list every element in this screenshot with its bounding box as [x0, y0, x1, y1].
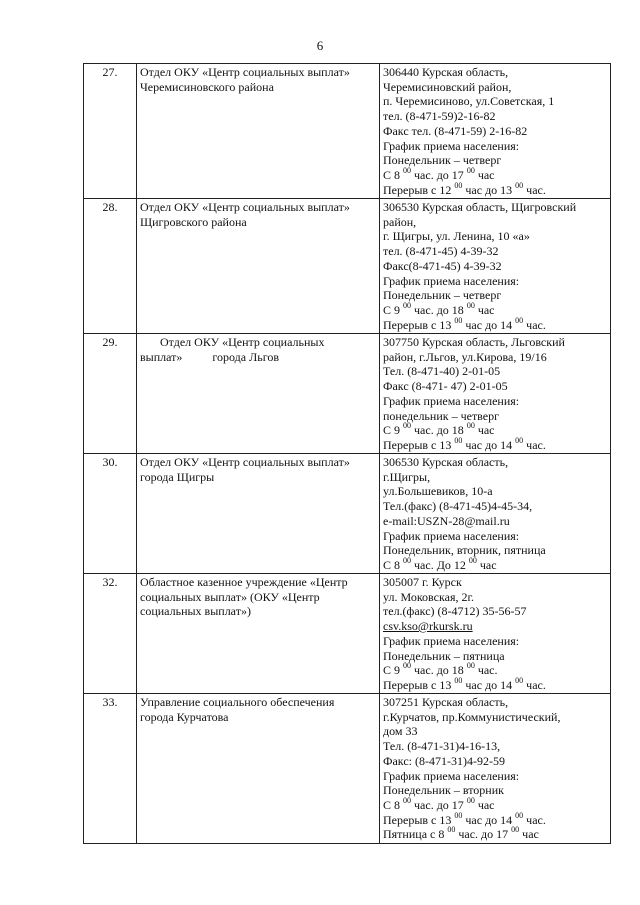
- email-link[interactable]: csv.kso@rkursk.ru: [383, 619, 473, 634]
- schedule-line: Пятница с 8 $^{00}$ час. до 17 $^{00}$ час: [383, 825, 539, 842]
- row-number: 30.: [84, 454, 137, 574]
- contact-line: ул.Большевиков, 10-а: [383, 484, 493, 499]
- office-name: Отдел ОКУ «Центр социальных выплат» города Щигры: [137, 454, 380, 574]
- office-contacts: [380, 454, 611, 574]
- contact-line: e-mail:USZN-28@mail.ru: [383, 513, 510, 528]
- contact-line: п. Черемисиново, ул.Советская, 1: [383, 94, 555, 109]
- contact-line: Понедельник – четверг: [383, 288, 502, 303]
- contact-line: График приема населения:: [383, 138, 520, 153]
- contact-line: г. Щигры, ул. Ленина, 10 «а»: [383, 229, 530, 244]
- contact-line: г.Щигры,: [383, 469, 431, 484]
- contact-line: 307251 Курская область,: [383, 695, 509, 709]
- office-name: Отдел ОКУ «Центр социальных выплат» Черемисиновского района: [137, 64, 380, 199]
- schedule-line: С 9 $^{00}$ час. до 18 $^{00}$ час: [383, 300, 495, 317]
- table-row: [84, 454, 611, 574]
- contact-line: район,: [383, 214, 417, 229]
- contact-line: Понедельник, вторник, пятница: [383, 543, 546, 558]
- office-name: Отдел ОКУ «Центр социальных выплат» Щигровского района: [137, 199, 380, 334]
- schedule-line: С 9 $^{00}$ час. до 18 $^{00}$ час: [383, 421, 495, 438]
- schedule-line: С 9 $^{00}$ час. до 18 $^{00}$ час.: [383, 661, 498, 678]
- contact-line: Факс тел. (8-471-59) 2-16-82: [383, 123, 528, 138]
- schedule-line: С 8 $^{00}$ час. до 17 $^{00}$ час: [383, 795, 495, 812]
- contact-line: Факс: (8-471-31)4-92-59: [383, 753, 505, 768]
- contact-line: г.Курчатов, пр.Коммунистический,: [383, 709, 561, 724]
- contact-line: График приема населения:: [383, 273, 520, 288]
- page-number: 6: [316, 38, 324, 53]
- contact-line: ул. Моковская, 2г.: [383, 589, 475, 604]
- office-name: Управление социального обеспечения города Курчатова: [137, 694, 380, 844]
- contact-line: Тел. (8-471-40) 2-01-05: [383, 364, 501, 379]
- contact-line: Понедельник – четверг: [383, 153, 502, 168]
- contact-line: График приема населения:: [383, 393, 520, 408]
- offices-table: [83, 63, 611, 844]
- office-contacts: [380, 199, 611, 334]
- contact-line: График приема населения:: [383, 528, 520, 543]
- contact-line: Факс(8-471-45) 4-39-32: [383, 258, 502, 273]
- schedule-line: Перерыв с 13 $^{00}$ час до 14 $^{00}$ час.: [383, 315, 546, 332]
- row-number: 32.: [84, 574, 137, 694]
- contact-line: дом 33: [383, 724, 418, 739]
- office-contacts: [380, 334, 611, 454]
- contact-line: Понедельник – вторник: [383, 783, 504, 798]
- contact-line: 305007 г. Курск: [383, 575, 462, 589]
- contact-line: понедельник – четверг: [383, 408, 500, 423]
- contact-line: тел. (8-471-45) 4-39-32: [383, 244, 499, 259]
- row-number: 28.: [84, 199, 137, 334]
- table-row: [84, 199, 611, 334]
- contact-line: 306440 Курская область,: [383, 65, 509, 79]
- contact-line: 306530 Курская область,: [383, 455, 509, 469]
- office-contacts: [380, 694, 611, 844]
- schedule-line: Перерыв с 13 $^{00}$ час до 14 $^{00}$ час.: [383, 675, 546, 692]
- contact-line: тел.(факс) (8-4712) 35-56-57: [383, 604, 527, 619]
- table-row: [84, 334, 611, 454]
- schedule-line: С 8 $^{00}$ час. До 12 $^{00}$ час: [383, 555, 497, 572]
- contact-line: Понедельник – пятница: [383, 648, 505, 663]
- table-row: [84, 64, 611, 199]
- row-number: 29.: [84, 334, 137, 454]
- contact-line: район, г.Льгов, ул.Кирова, 19/16: [383, 349, 547, 364]
- row-number: 27.: [84, 64, 137, 199]
- schedule-line: Перерыв с 12 $^{00}$ час до 13 $^{00}$ час.: [383, 180, 546, 197]
- schedule-line: С 8 $^{00}$ час. до 17 $^{00}$ час: [383, 165, 495, 182]
- schedule-line: Перерыв с 13 $^{00}$ час до 14 $^{00}$ час.: [383, 810, 546, 827]
- contact-line: тел. (8-471-59)2-16-82: [383, 109, 496, 124]
- office-contacts: [380, 574, 611, 694]
- contact-line: Черемисиновский район,: [383, 79, 512, 94]
- office-name: Отдел ОКУ «Центр социальных выплат» города Льгов: [137, 334, 380, 454]
- table-row: [84, 694, 611, 844]
- office-name: Областное казенное учреждение «Центр социальных выплат» (ОКУ «Центр социальных выплат»): [137, 574, 380, 694]
- office-contacts: [380, 64, 611, 199]
- contact-line: Факс (8-471- 47) 2-01-05: [383, 379, 508, 394]
- contact-line: 306530 Курская область, Щигровский: [383, 200, 577, 214]
- contact-line: Тел. (8-471-31)4-16-13,: [383, 739, 501, 754]
- table-row: [84, 574, 611, 694]
- row-number: 33.: [84, 694, 137, 844]
- contact-line: Тел.(факс) (8-471-45)4-45-34,: [383, 499, 533, 514]
- schedule-line: Перерыв с 13 $^{00}$ час до 14 $^{00}$ час.: [383, 435, 546, 452]
- contact-line: 307750 Курская область, Льговский: [383, 335, 565, 349]
- contact-line: График приема населения:: [383, 633, 520, 648]
- contact-line: График приема населения:: [383, 768, 520, 783]
